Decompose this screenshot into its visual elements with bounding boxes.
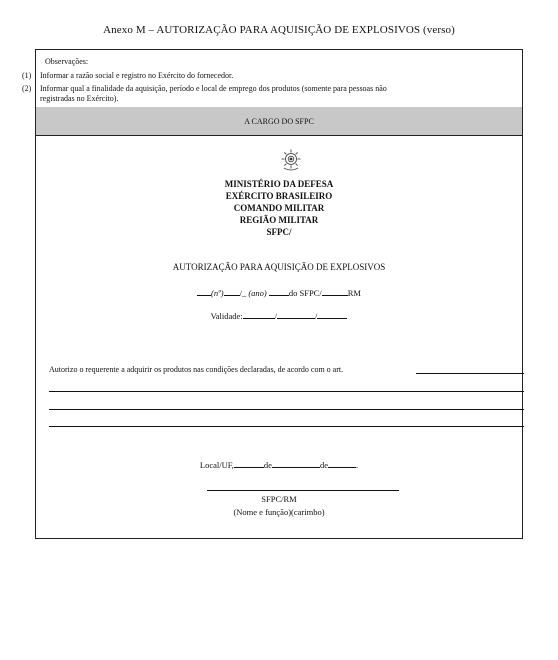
year-date-blank[interactable] [328,458,359,470]
header-region: REGIÃO MILITAR [239,215,319,225]
number-blank[interactable] [197,286,211,296]
validity-line [36,309,522,321]
validity-month-blank[interactable] [274,309,318,321]
header-sfpc: SFPC/ [266,227,292,237]
page-title: Anexo M – AUTORIZAÇÃO PARA AQUISIÇÃO DE EXPLOSIVOS (verso) [103,24,455,36]
observation-number-2: (2) [22,84,32,93]
observation-text-2-cont: registradas no Exército). [40,93,119,103]
writing-line-2[interactable] [49,409,524,410]
signature-line[interactable] [207,490,399,491]
observation-item-2 [22,84,500,103]
observation-text-1: Informar a razão social e registro no Exército do fornecedor. [40,71,234,80]
de-label-2: de [319,460,328,470]
observation-number-1: (1) [22,71,32,80]
year-label: (ano) [248,288,267,298]
coat-of-arms-icon [279,148,303,172]
observation-item-1 [22,71,234,81]
authorization-form [35,49,523,539]
document-title: AUTORIZAÇÃO PARA AQUISIÇÃO DE EXPLOSIVOS [172,262,386,272]
de-label-1: de [263,460,272,470]
header-ministry: MINISTÉRIO DA DEFESA [224,179,334,189]
validity-year-blank[interactable] [317,309,347,319]
underscore: _ [241,288,247,298]
date-line [36,458,522,470]
year-blank[interactable] [269,286,289,296]
rm-label: RM [347,288,361,298]
validity-day-blank[interactable] [243,309,278,321]
slash: / [239,288,242,298]
day-blank[interactable] [234,458,264,468]
writing-line-3[interactable] [49,426,524,427]
validity-sep-2: / [315,311,318,321]
do-sfpc-label: do SFPC/ [288,288,322,298]
date-end: . [355,460,359,470]
authorization-text [49,365,343,374]
article-blank[interactable] [416,373,524,374]
sfpc-blank[interactable] [322,286,348,296]
number-label: (nº) [211,288,224,298]
sfpc-band-label: A CARGO DO SFPC [244,116,314,126]
authorization-statement: Autorizo o requerente a adquirir os produtos nas condições declaradas, de acordo com o art. [49,365,344,374]
local-label: Local/UF, [199,460,234,470]
number-line [36,286,522,298]
month-blank[interactable] [272,458,320,468]
sfpc-band [36,107,522,136]
number-blank-2[interactable] [224,286,240,296]
observation-text-2: Informar qual a finalidade da aquisição, período e local de emprego dos produtos (somente para pessoas não [40,84,387,93]
observations-heading: Observações: [45,57,89,66]
validity-sep-1: / [274,311,278,321]
validity-label: Validade: [210,311,243,321]
header-army: EXÉRCITO BRASILEIRO [225,191,333,201]
header-command: COMANDO MILITAR [233,203,325,213]
signature-caption: (Nome e função)(carimbo) [233,507,325,517]
writing-line-1[interactable] [49,391,524,392]
signature-role: SFPC/RM [261,494,297,504]
